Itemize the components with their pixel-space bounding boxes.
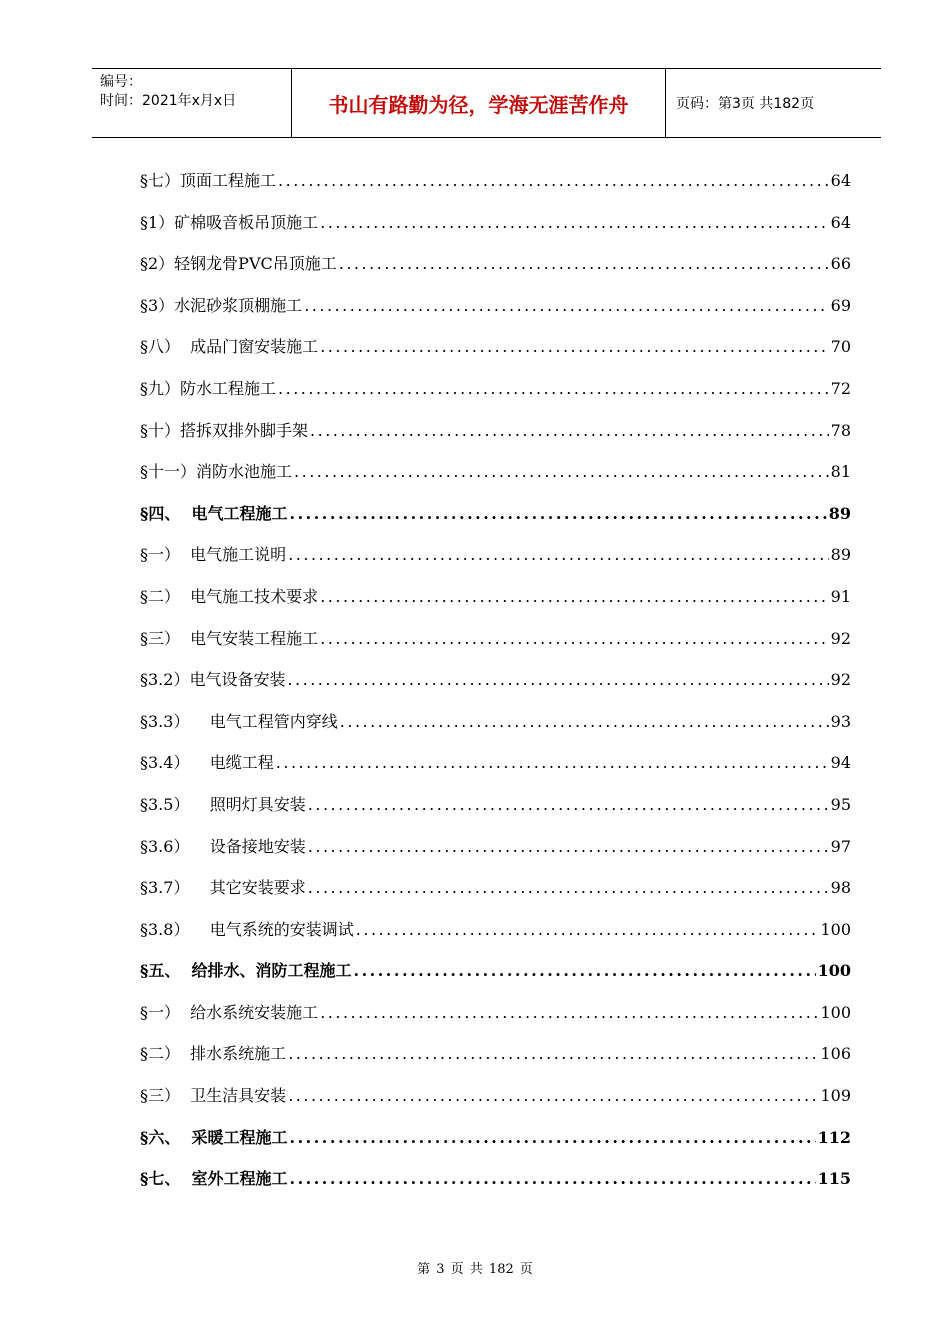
toc-entry-title: §二） 电气施工技术要求 (140, 586, 319, 606)
header-motto: 书山有路勤为径，学海无涯苦作舟 (292, 69, 666, 137)
toc-dot-leader (278, 368, 829, 410)
toc-entry-title: §十）搭拆双排外脚手架 (140, 420, 309, 440)
toc-dot-leader (290, 1117, 816, 1159)
toc-entry-page: 106 (820, 1044, 851, 1064)
toc-entry-title: §1）矿棉吸音板吊顶施工 (140, 212, 319, 232)
toc-entry-title: §三） 卫生洁具安装 (140, 1086, 287, 1106)
toc-entry-title: §四、 电气工程施工 (140, 503, 288, 523)
toc-entry[interactable] (140, 160, 851, 202)
toc-entry-title: §3.7） 其它安装要求 (140, 878, 306, 898)
page-header (92, 68, 881, 138)
toc-entry-title: §五、 给排水、消防工程施工 (140, 961, 352, 981)
toc-entry-page: 98 (830, 878, 851, 898)
toc-dot-leader (308, 784, 829, 826)
toc-dot-leader (290, 493, 827, 535)
toc-dot-leader (340, 701, 829, 743)
toc-entry-page: 100 (817, 961, 851, 981)
toc-entry[interactable] (140, 1158, 851, 1200)
toc-entry-title: §3.5） 照明灯具安装 (140, 794, 306, 814)
toc-dot-leader (288, 1075, 818, 1117)
toc-entry-title: §七、 室外工程施工 (140, 1169, 288, 1189)
toc-dot-leader (308, 867, 829, 909)
toc-dot-leader (310, 410, 829, 452)
toc-entry-title: §3）水泥砂浆顶棚施工 (140, 295, 303, 315)
toc-entry[interactable] (140, 1117, 851, 1159)
toc-entry-page: 115 (817, 1169, 851, 1189)
toc-entry[interactable] (140, 534, 851, 576)
toc-dot-leader (320, 326, 828, 368)
toc-dot-leader (356, 909, 819, 951)
toc-entry-title: §3.2）电气设备安装 (140, 670, 286, 690)
toc-entry-page: 78 (830, 420, 851, 440)
toc-entry-title: §九）防水工程施工 (140, 378, 277, 398)
toc-dot-leader (339, 243, 829, 285)
toc-entry[interactable] (140, 659, 851, 701)
toc-entry-title: §3.6） 设备接地安装 (140, 836, 306, 856)
toc-dot-leader (287, 659, 828, 701)
toc-entry-page: 94 (830, 753, 851, 773)
toc-dot-leader (320, 618, 828, 660)
toc-entry-page: 91 (830, 586, 851, 606)
toc-dot-leader (308, 826, 829, 868)
toc-dot-leader (304, 285, 828, 327)
toc-entry-page: 109 (820, 1086, 851, 1106)
toc-entry-title: §3.4） 电缆工程 (140, 753, 274, 773)
toc-entry[interactable] (140, 202, 851, 244)
toc-entry[interactable] (140, 410, 851, 452)
toc-entry-page: 69 (830, 295, 851, 315)
toc-entry[interactable] (140, 909, 851, 951)
toc-dot-leader (320, 202, 828, 244)
toc-entry[interactable] (140, 493, 851, 535)
toc-entry-page: 95 (830, 794, 851, 814)
toc-entry[interactable] (140, 867, 851, 909)
toc-entry-title: §六、 采暖工程施工 (140, 1127, 288, 1147)
toc-entry-page: 112 (817, 1127, 851, 1147)
toc-entry-page: 89 (830, 545, 851, 565)
toc-entry[interactable] (140, 1075, 851, 1117)
header-number: 编号： (100, 74, 142, 90)
toc-entry[interactable] (140, 618, 851, 660)
toc-entry[interactable] (140, 368, 851, 410)
toc-entry[interactable] (140, 784, 851, 826)
toc-entry-page: 93 (830, 711, 851, 731)
toc-entry[interactable] (140, 326, 851, 368)
toc-entry-page: 70 (830, 337, 851, 357)
toc-dot-leader (320, 992, 818, 1034)
toc-entry-title: §3.3） 电气工程管内穿线 (140, 711, 338, 731)
toc-dot-leader (278, 160, 829, 202)
toc-entry-title: §3.8） 电气系统的安装调试 (140, 919, 354, 939)
toc-entry-title: §十一）消防水池施工 (140, 462, 293, 482)
header-time: 时间：2021年x月x日 (100, 93, 237, 109)
toc-entry-page: 64 (830, 171, 851, 190)
header-page-info: 页码：第3页 共182页 (676, 96, 815, 112)
toc-entry[interactable] (140, 992, 851, 1034)
toc-entry-page: 100 (820, 1002, 851, 1022)
toc-entry[interactable] (140, 1033, 851, 1075)
toc-entry-page: 92 (830, 670, 851, 690)
header-meta (92, 69, 292, 137)
toc-entry-title: §三） 电气安装工程施工 (140, 628, 319, 648)
page-footer: 第 3 页 共 182 页 (417, 1262, 533, 1277)
toc-dot-leader (288, 534, 828, 576)
toc-entry[interactable] (140, 576, 851, 618)
toc-dot-leader (354, 950, 816, 992)
toc-dot-leader (276, 742, 829, 784)
toc-entry[interactable] (140, 826, 851, 868)
toc-entry[interactable] (140, 243, 851, 285)
toc-entry[interactable] (140, 701, 851, 743)
toc-entry-title: §一） 给水系统安装施工 (140, 1002, 319, 1022)
toc-entry-title: §二） 排水系统施工 (140, 1044, 287, 1064)
toc-dot-leader (290, 1158, 816, 1200)
toc-dot-leader (294, 451, 829, 493)
toc-entry-title: §一） 电气施工说明 (140, 545, 287, 565)
toc-dot-leader (320, 576, 828, 618)
toc-entry-page: 81 (830, 462, 851, 482)
toc-entry-page: 100 (820, 919, 851, 939)
toc-entry[interactable] (140, 451, 851, 493)
toc-entry-page: 92 (830, 628, 851, 648)
toc-entry-page: 72 (830, 378, 851, 398)
table-of-contents (140, 160, 851, 1200)
toc-dot-leader (288, 1033, 818, 1075)
toc-entry-title: §八） 成品门窗安装施工 (140, 337, 319, 357)
toc-entry-page: 64 (830, 212, 851, 232)
toc-entry[interactable] (140, 742, 851, 784)
toc-entry[interactable] (140, 950, 851, 992)
toc-entry-page: 89 (828, 503, 851, 523)
toc-entry-page: 97 (830, 836, 851, 856)
toc-entry-title: §七）顶面工程施工 (140, 171, 277, 190)
toc-entry-title: §2）轻钢龙骨PVC吊顶施工 (140, 254, 337, 274)
toc-entry[interactable] (140, 285, 851, 327)
toc-entry-page: 66 (830, 254, 851, 274)
